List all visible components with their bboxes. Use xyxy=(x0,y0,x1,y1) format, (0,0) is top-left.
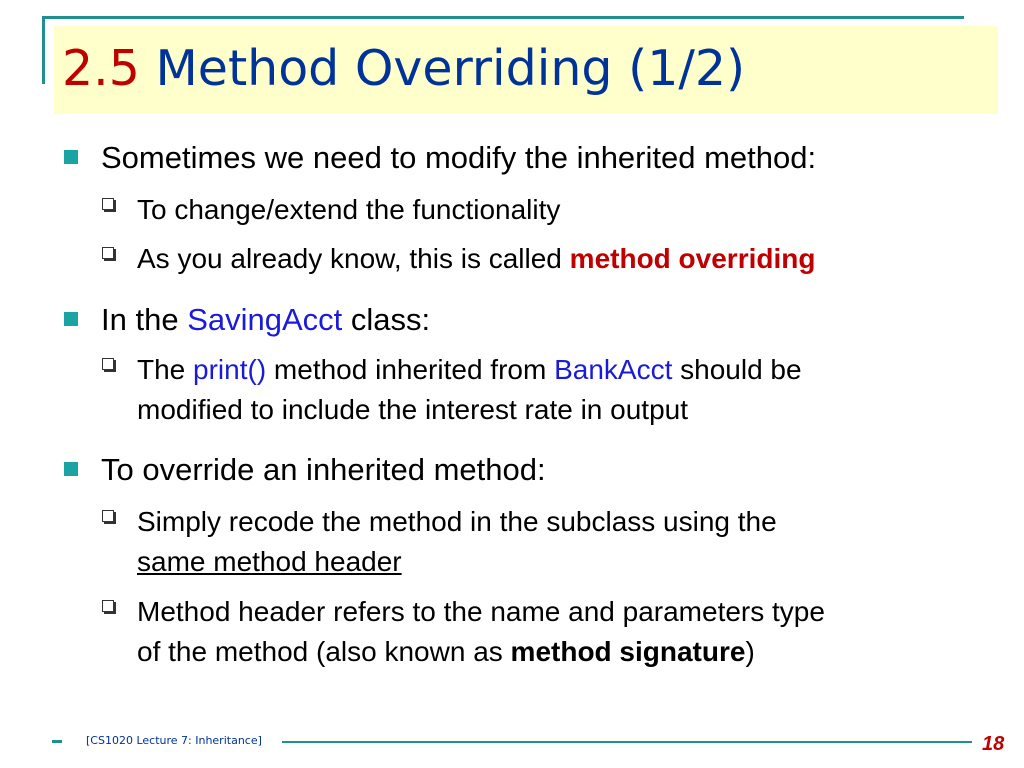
left-decorative-line xyxy=(42,16,45,84)
section-number: 2.5 xyxy=(62,40,140,97)
hollow-square-bullet-icon xyxy=(102,600,114,612)
bankacct-class: BankAcct xyxy=(554,354,673,385)
sub-bullet-3-2-text: Method header refers to the name and parameters type of the method (also known as method signature) xyxy=(137,596,825,667)
hollow-square-bullet-icon xyxy=(102,198,114,210)
footer-line xyxy=(282,741,972,743)
same-method-header: same method header xyxy=(137,546,402,577)
square-bullet-icon xyxy=(64,150,78,164)
footer-course-label: [CS1020 Lecture 7: Inheritance] xyxy=(86,734,262,747)
hollow-square-bullet-icon xyxy=(102,510,114,522)
top-decorative-line xyxy=(42,16,964,19)
hollow-square-bullet-icon xyxy=(102,358,114,370)
sub-bullet-1-1-text: To change/extend the functionality xyxy=(137,194,561,225)
footer-dash xyxy=(52,740,62,743)
print-method: print() xyxy=(193,354,267,385)
method-overriding-term: method overriding xyxy=(569,243,816,274)
hollow-square-bullet-icon xyxy=(102,247,114,259)
title-text: Method Overriding (1/2) xyxy=(155,40,746,97)
sub-bullet-2-1-text: The print() method inherited from BankAcct should be modified to include the interest rate in output xyxy=(137,354,802,425)
bullet-1-text: Sometimes we need to modify the inherited method: xyxy=(101,140,817,175)
square-bullet-icon xyxy=(64,312,78,326)
bullet-3-text: To override an inherited method: xyxy=(101,452,546,487)
sub-bullet-1-2-text: As you already know, this is called method overriding xyxy=(137,243,816,274)
square-bullet-icon xyxy=(64,462,78,476)
page-number: 18 xyxy=(982,733,1005,755)
sub-bullet-3-1-text: Simply recode the method in the subclass using the same method header xyxy=(137,506,777,577)
slide-title xyxy=(62,34,745,104)
savingacct-class: SavingAcct xyxy=(187,302,343,337)
bullet-2-text: In the SavingAcct class: xyxy=(101,302,431,337)
method-signature-term: method signature xyxy=(510,636,746,667)
